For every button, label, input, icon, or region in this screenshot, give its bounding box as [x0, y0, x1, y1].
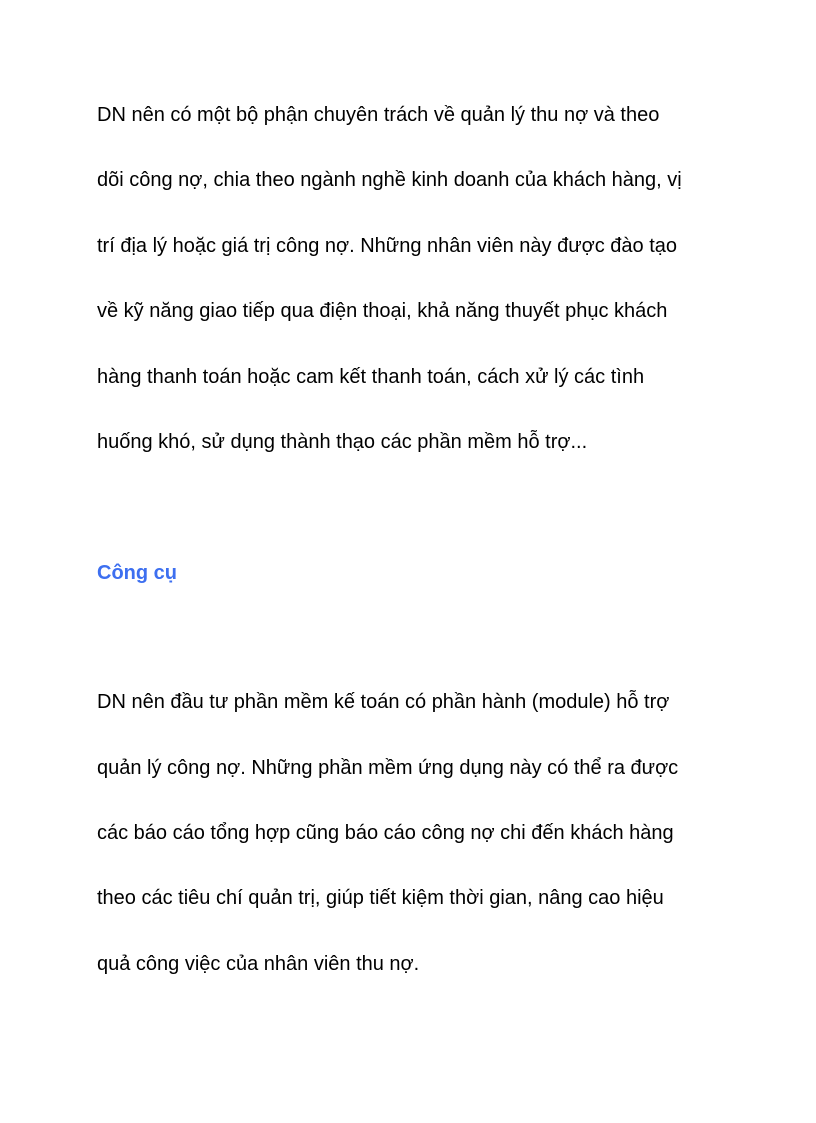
section-heading: Công cụ [97, 562, 177, 584]
text-line: huống khó, sử dụng thành thạo các phần mềm hỗ trợ... [97, 431, 588, 453]
text-line: các báo cáo tổng hợp cũng báo cáo công nợ chi đến khách hàng [97, 822, 674, 844]
text-line: hàng thanh toán hoặc cam kết thanh toán, cách xử lý các tình [97, 366, 645, 388]
text-line: quả công việc của nhân viên thu nợ. [97, 953, 420, 975]
text-line: DN nên có một bộ phận chuyên trách về quản lý thu nợ và theo [97, 104, 660, 126]
text-line: dõi công nợ, chia theo ngành nghề kinh doanh của khách hàng, vị [97, 169, 682, 191]
text-line: trí địa lý hoặc giá trị công nợ. Những nhân viên này được đào tạo [97, 235, 678, 257]
text-line: về kỹ năng giao tiếp qua điện thoại, khả năng thuyết phục khách [97, 300, 668, 322]
text-line: quản lý công nợ. Những phần mềm ứng dụng này có thể ra được [97, 757, 679, 779]
text-line: theo các tiêu chí quản trị, giúp tiết kiệm thời gian, nâng cao hiệu [97, 887, 664, 909]
text-line: DN nên đầu tư phần mềm kế toán có phần hành (module) hỗ trợ [97, 691, 670, 713]
